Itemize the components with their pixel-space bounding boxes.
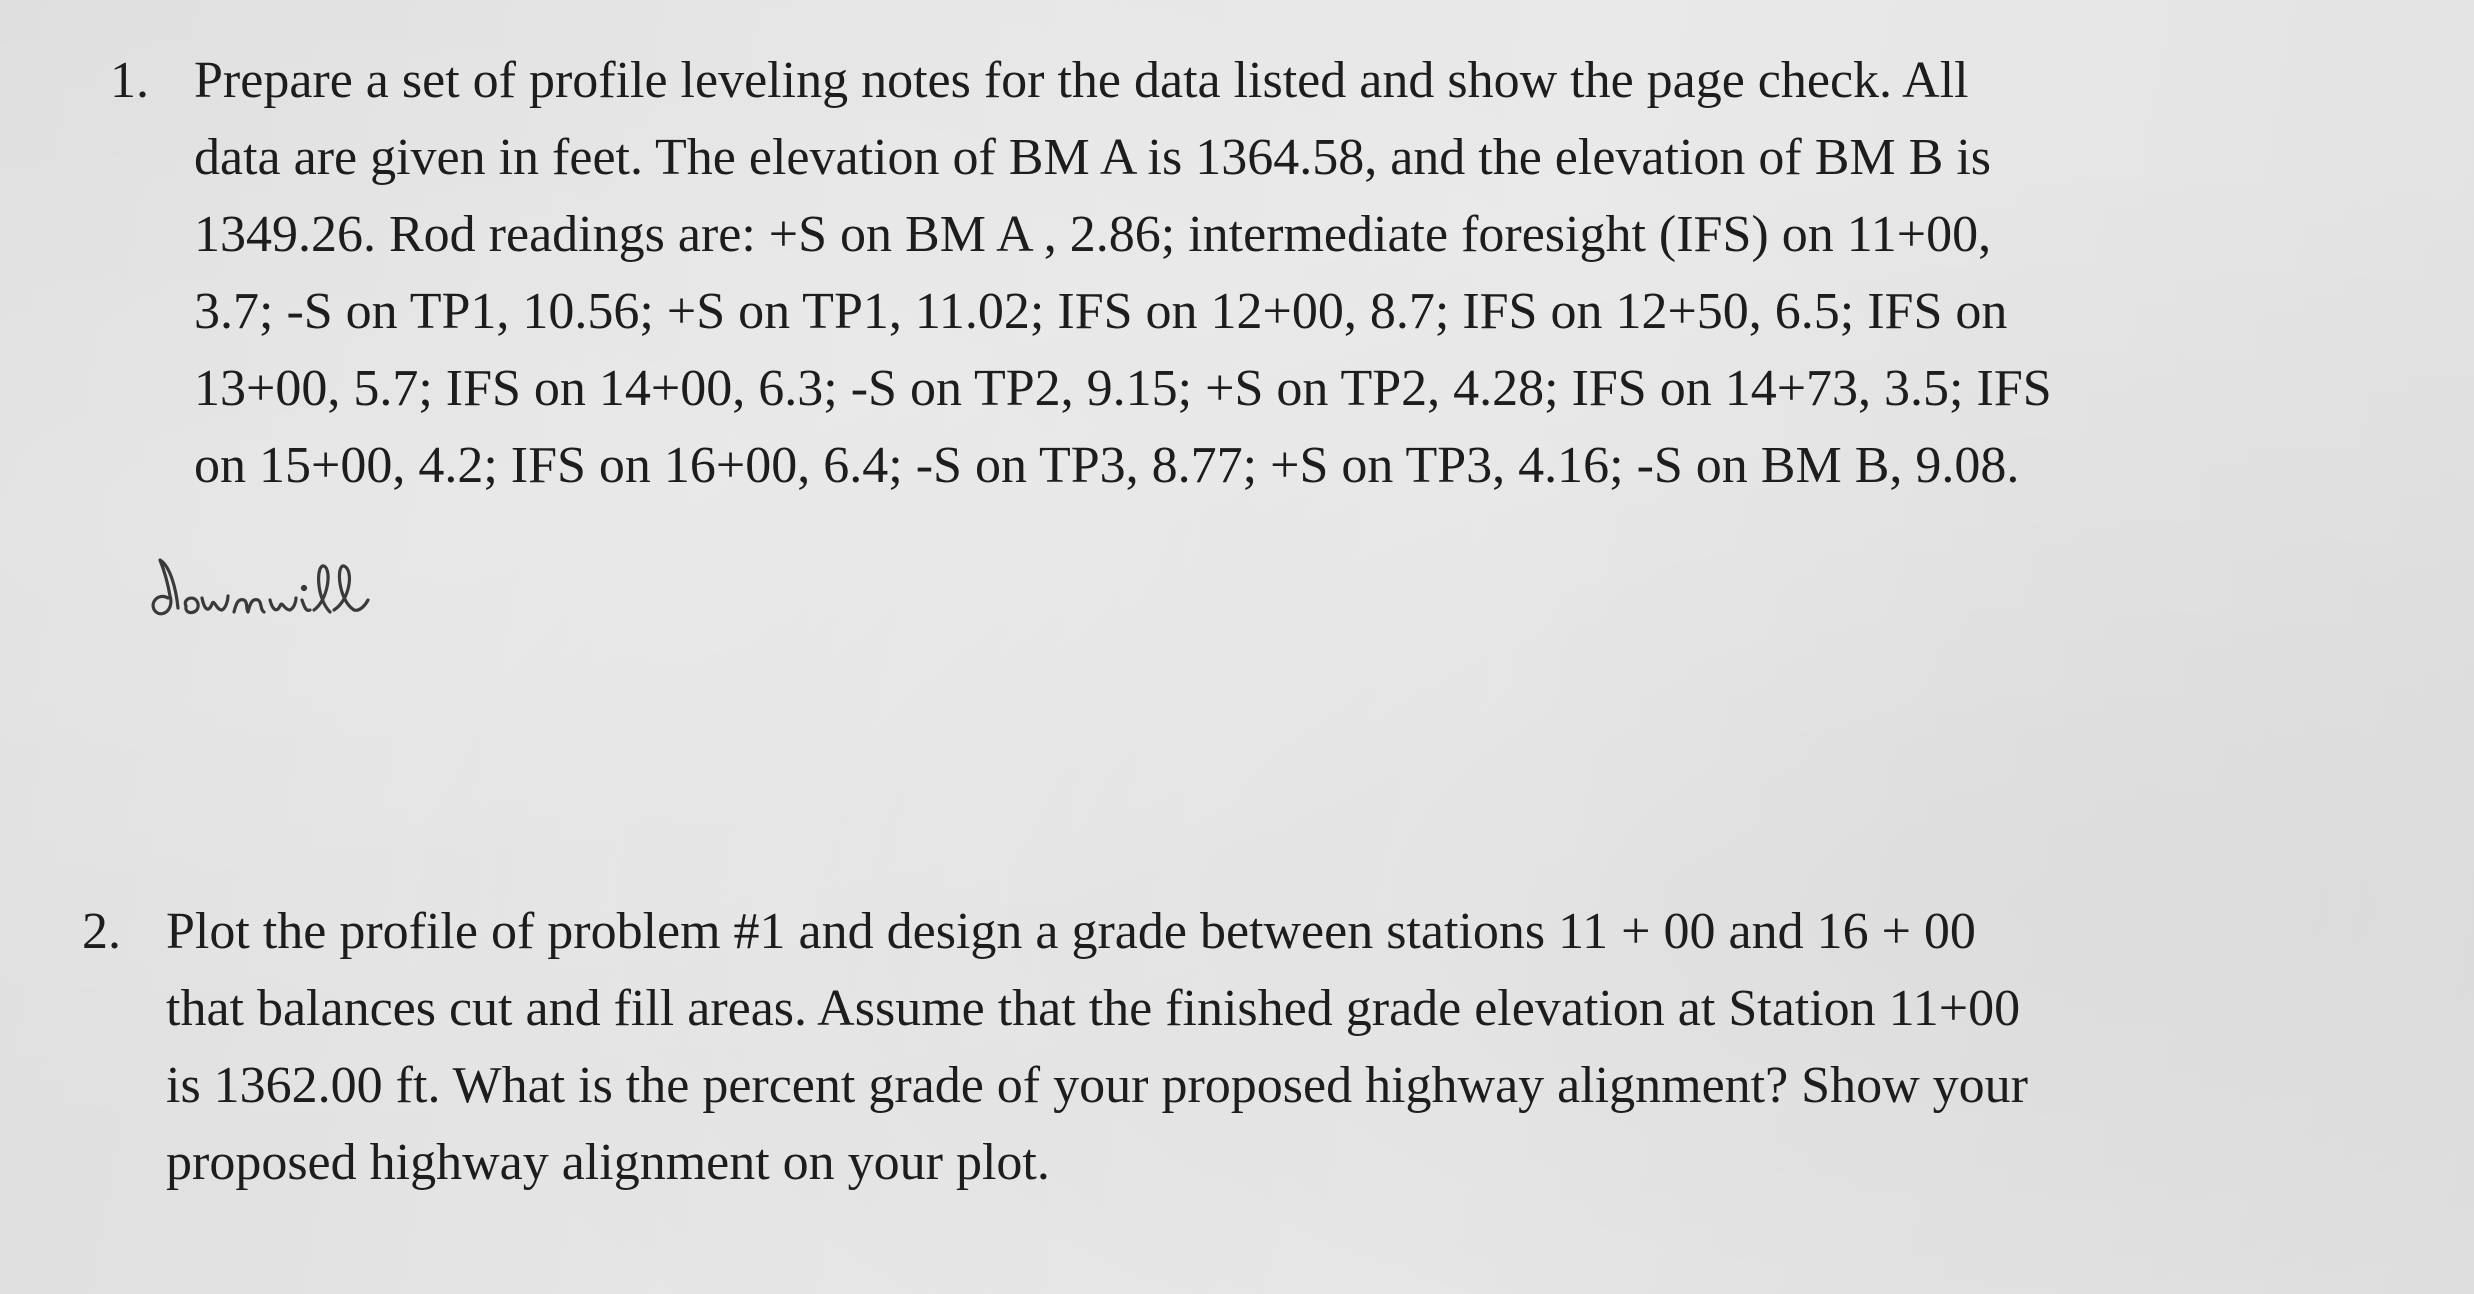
problem-text [194,42,2052,504]
handwritten-note [140,548,440,628]
problem-line: Prepare a set of profile leveling notes for the data listed and show the page check. All [194,52,1969,109]
problem-number: 2. [82,903,121,960]
problem-line: is 1362.00 ft. What is the percent grade of your proposed highway alignment? Show your [166,1057,2028,1114]
problem-line: 3.7; -S on TP1, 10.56; +S on TP1, 11.02; IFS on 12+00, 8.7; IFS on 12+50, 6.5; IFS on [194,283,2008,340]
problem-text [166,893,2028,1201]
problem-line: that balances cut and fill areas. Assume that the finished grade elevation at Station 11+00 [166,980,2021,1037]
problem-line: on 15+00, 4.2; IFS on 16+00, 6.4; -S on TP3, 8.77; +S on TP3, 4.16; -S on BM B, 9.08. [194,437,2020,494]
problem-line: Plot the profile of problem #1 and design a grade between stations 11 + 00 and 16 + 00 [166,903,1976,960]
problem-line: 1349.26. Rod readings are: +S on BM A , 2.86; intermediate foresight (IFS) on 11+00, [194,206,1992,263]
problem-line: 13+00, 5.7; IFS on 14+00, 6.3; -S on TP2, 9.15; +S on TP2, 4.28; IFS on 14+73, 3.5; IFS [194,360,2052,417]
problem-line: data are given in feet. The elevation of BM A is 1364.58, and the elevation of BM B is [194,129,1991,186]
problem-line: proposed highway alignment on your plot. [166,1134,1050,1191]
problem-number: 1. [110,52,149,109]
